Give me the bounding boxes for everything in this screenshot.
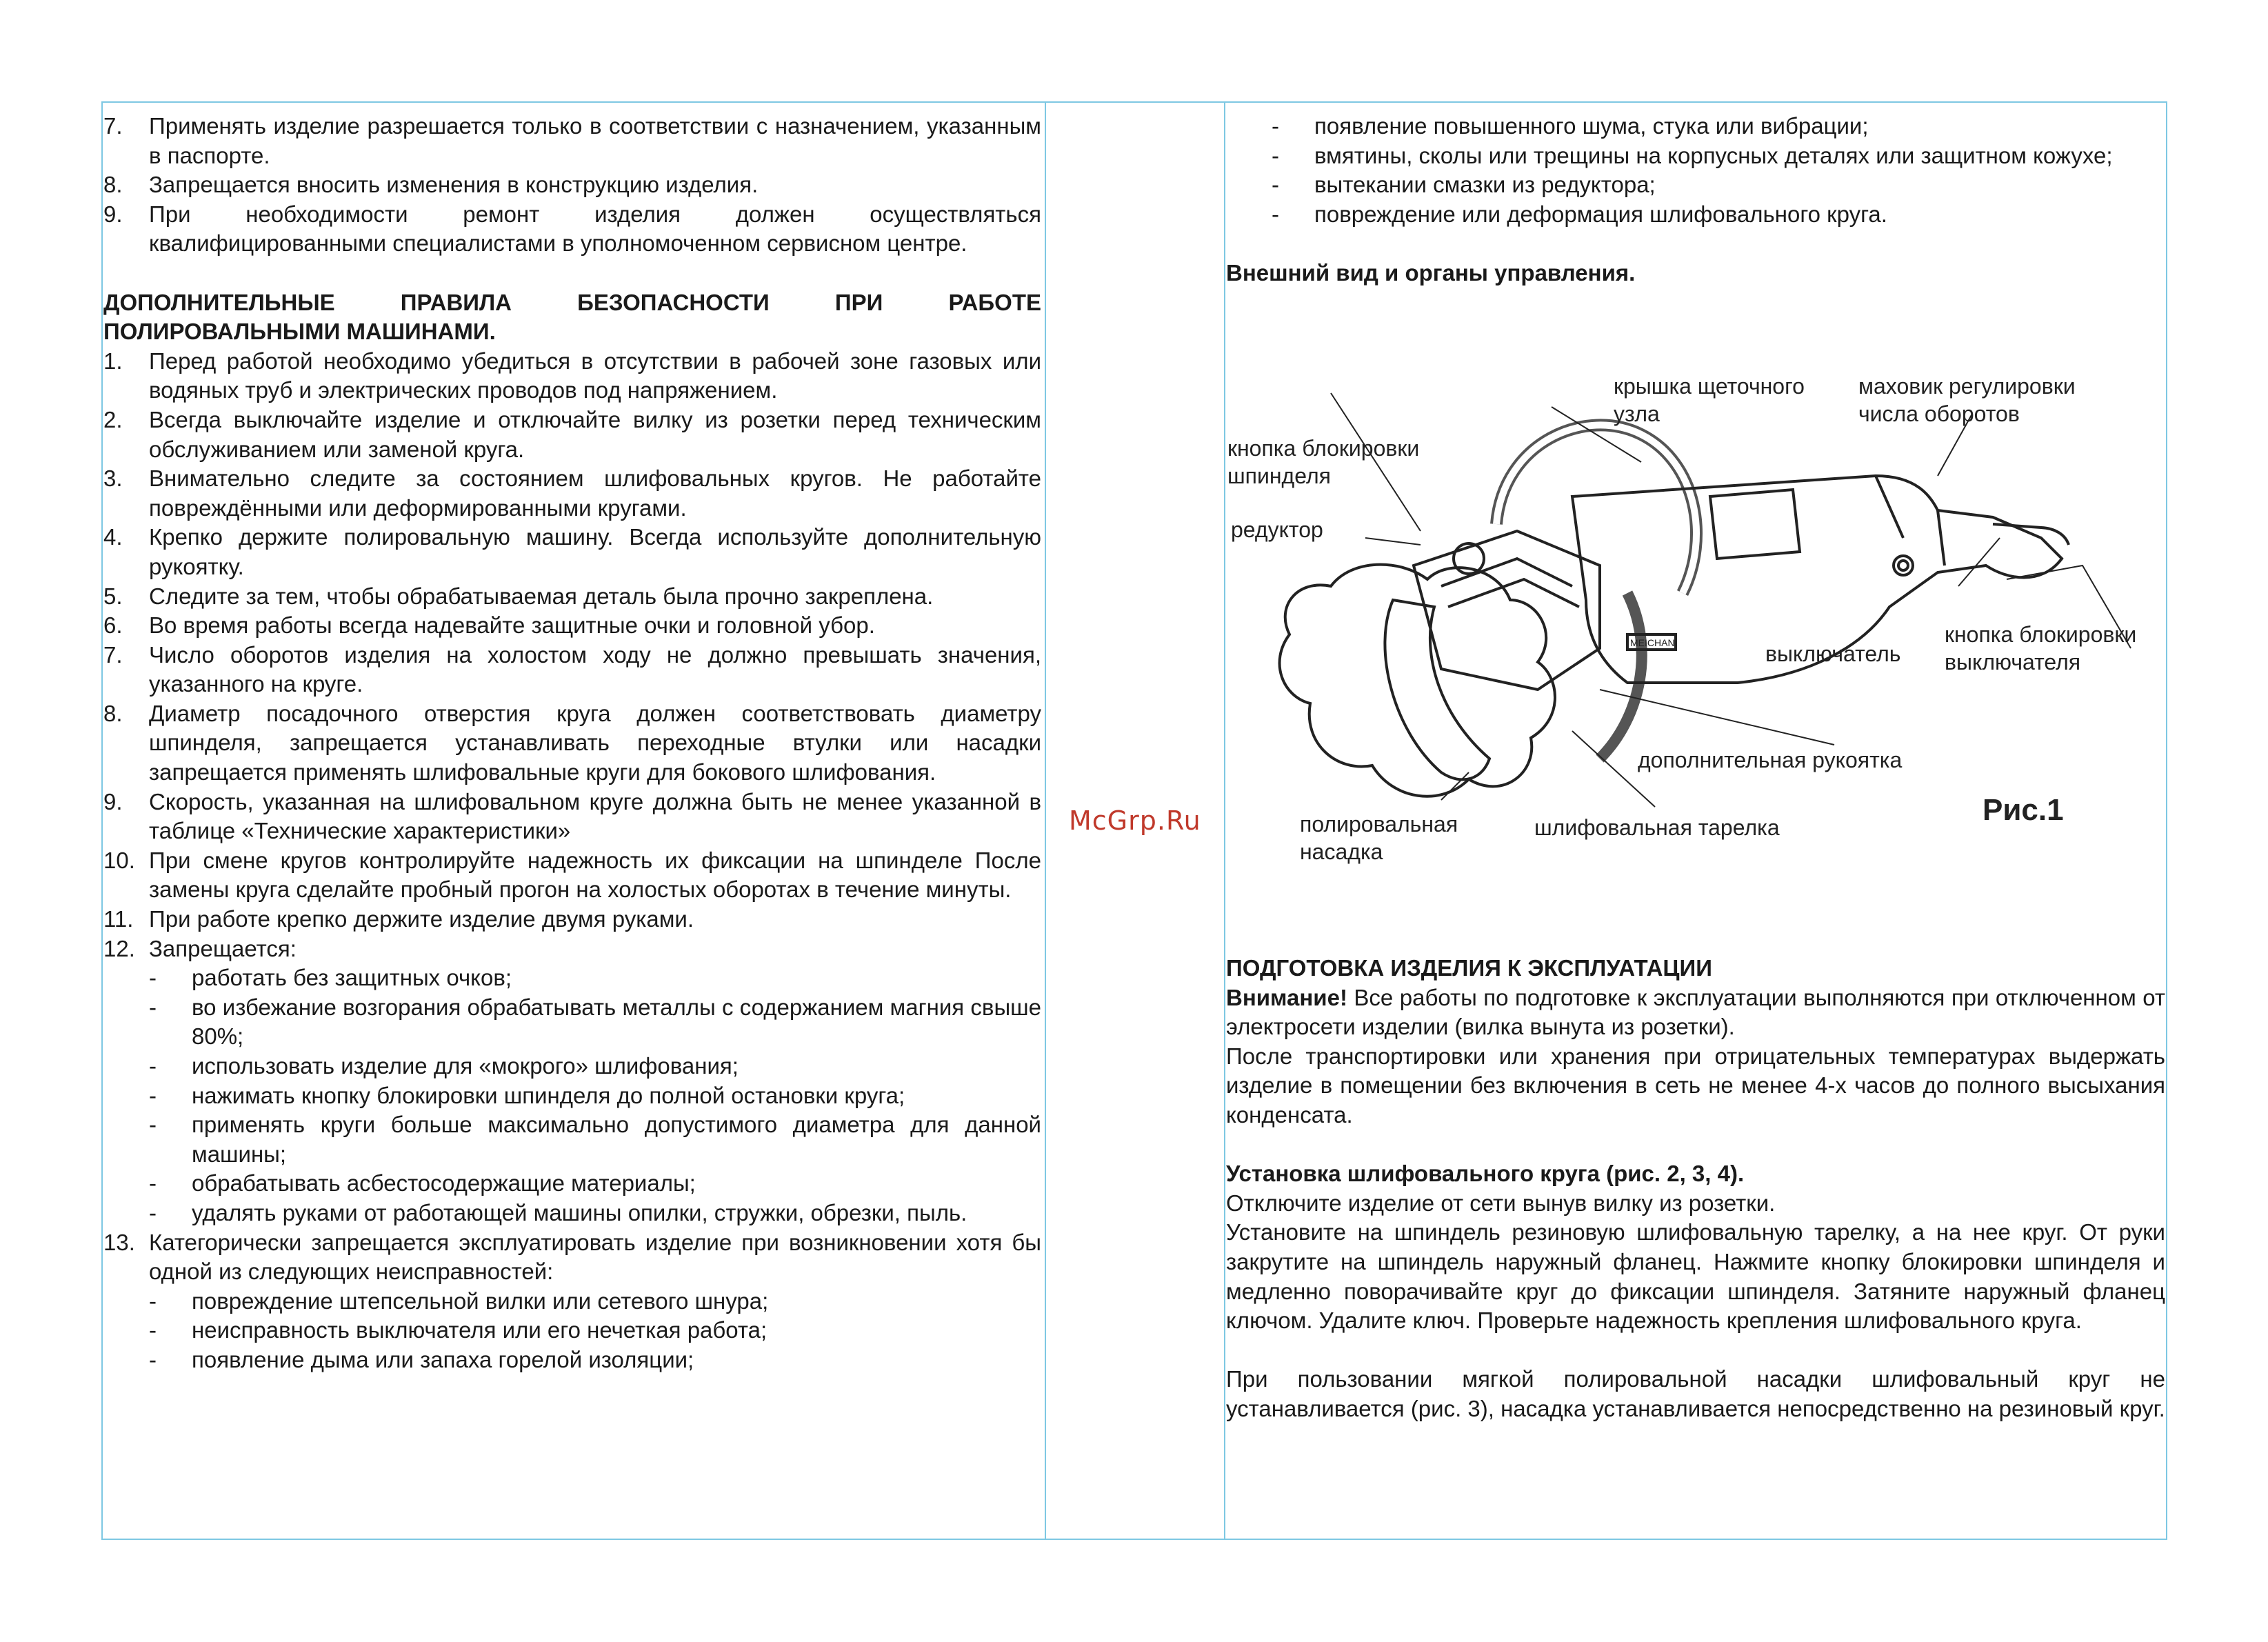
bullet-item-text: применять круги больше максимально допустимого диаметра для данной машины; [192,1112,1041,1167]
list-item-number: 6. [103,612,123,639]
install-paragraph-2: Установите на шпиндель резиновую шлифовальную тарелку, а на нее круг. От руки закрутите на шпиндель наружный фланец. Нажмите кнопку блокировки шпинделя и медленно поворачивайте круг до фиксации шпинделя. Затяните наружный фланец ключом. Удалите ключ. Проверьте надежность крепления шлифовального круга. [1226,1219,2165,1334]
appearance-heading: Внешний вид и органы управления. [1226,259,1636,286]
list-item-text: Запрещается: [149,935,297,961]
bullet-item-text: во избежание возгорания обрабатывать металлы с содержанием магния свыше 80%; [192,994,1041,1050]
dash-marker: - [149,994,157,1020]
list-item-number: 10. [103,847,135,873]
bullet-item [103,1052,1041,1081]
list-item [103,905,1041,934]
label-switch-lock [1945,621,2172,676]
label-polishing-pad-text: полировальная насадка [1300,812,1458,864]
label-spindle-lock [1227,434,1427,490]
list-item-text: Скорость, указанная на шлифовальном круге должна быть не менее указанной в таблице «Технические характеристики» [149,788,1041,844]
list-item-number: 11. [103,906,134,932]
dash-marker: - [149,1346,157,1372]
list-item [103,846,1041,905]
column-divider-left [1045,101,1046,1540]
list-item-number: 8. [103,700,123,726]
dash-marker: - [149,1082,157,1108]
dash-marker: - [149,965,157,991]
section-heading-polishing-safety: ДОПОЛНИТЕЛЬНЫЕ ПРАВИЛА БЕЗОПАСНОСТИ ПРИ РАБОТЕ ПОЛИРОВАЛЬНЫМИ МАШИНАМИ. [103,289,1041,345]
label-brush-cover [1614,372,1841,428]
label-switch-text: выключатель [1765,641,1901,666]
list-item-text: При смене кругов контролируйте надежность их фиксации на шпинделе После замены круга сделайте пробный прогон на холостых оборотах в течение минуты. [149,847,1041,903]
bullet-item-text: нажимать кнопку блокировки шпинделя до полной остановки круга; [192,1082,905,1108]
bullet-item-text: появление повышенного шума, стука или вибрации; [1314,113,1869,139]
prep-heading: ПОДГОТОВКА ИЗДЕЛИЯ К ЭКСПЛУАТАЦИИ [1226,955,1712,981]
list-item-number: 9. [103,201,123,227]
list-item [103,200,1041,259]
list-item-text: Следите за тем, чтобы обрабатываемая деталь была прочно закреплена. [149,583,934,609]
bullet-item [1226,170,2165,200]
list-item-text: Число оборотов изделия на холостом ходу не должно превышать значения, указанного на круге. [149,641,1041,697]
rules-list-general [103,112,1041,259]
list-item [103,1228,1041,1287]
bullet-item [103,1316,1041,1345]
right-column [1226,112,2165,288]
dash-marker: - [149,1053,157,1079]
dash-marker: - [1272,142,1279,168]
attention-text: Все работы по подготовке к эксплуатации выполняются при отключенном от электросети изделии (вилка вынута из розетки). [1226,984,2165,1040]
bullet-item-text: обрабатывать асбестосодержащие материалы; [192,1170,696,1197]
faults-list-continued [1226,112,2165,229]
list-item [103,112,1041,170]
list-item-text: Крепко держите полировальную машину. Всегда используйте дополнительную рукоятку. [149,524,1041,579]
dash-marker: - [1272,172,1279,198]
list-item-text: При необходимости ремонт изделия должен осуществляться квалифицированными специалистами в уполномоченном сервисном центре. [149,201,1041,257]
attention-label: Внимание! [1226,984,1347,1010]
label-aux-handle [1638,746,1902,774]
bullet-item [103,1169,1041,1199]
label-polishing-pad [1300,810,1486,865]
list-item-number: 1. [103,348,123,374]
faults-list [103,1287,1041,1375]
list-item-number: 12. [103,935,135,961]
list-item-number: 5. [103,583,123,609]
label-speed-wheel-text: маховик регулировки числа оборотов [1858,374,2076,426]
list-item-text: Всегда выключайте изделие и отключайте вилку из розетки перед техническим обслуживанием или заменой круга. [149,406,1041,462]
list-item-text: Диаметр посадочного отверстия круга должен соответствовать диаметру шпинделя, запрещается устанавливать переходные втулки или насадки запрещается применять шлифовальные круги для бокового шлифования. [149,700,1041,785]
list-item [103,406,1041,464]
figure-polisher [1214,359,2179,883]
list-item [103,170,1041,200]
bullet-item [103,1110,1041,1169]
transport-paragraph: После транспортировки или хранения при отрицательных температурах выдержать изделие в помещении без включения в сеть не менее 4-х часов до полного высыхания конденсата. [1226,1043,2165,1128]
install-paragraph-3: При пользовании мягкой полировальной насадки шлифовальный круг не устанавливается (рис. 3), насадка устанавливается непосредственно на резиновый круг. [1226,1366,2165,1421]
label-spindle-lock-text: кнопка блокировки шпинделя [1227,436,1420,488]
bullet-item [103,1345,1041,1375]
list-item-text: Внимательно следите за состоянием шлифовальных кругов. Не работайте повреждёнными или деформированными кругами. [149,465,1041,521]
list-item [103,641,1041,699]
list-item-text: Категорически запрещается эксплуатировать изделие при возникновении хотя бы одной из следующих неисправностей: [149,1229,1041,1285]
dash-marker: - [149,1199,157,1225]
dash-marker: - [149,1317,157,1343]
list-item-text: Применять изделие разрешается только в соответствии с назначением, указанным в паспорте. [149,113,1041,168]
dash-marker: - [1272,113,1279,139]
label-aux-handle-text: дополнительная рукоятка [1638,748,1903,772]
sanding-plate-shape [1385,600,1489,779]
label-gearbox-text: редуктор [1231,517,1323,542]
bullet-item [1226,141,2165,171]
bullet-item [103,1081,1041,1111]
label-brush-cover-text: крышка щеточного узла [1614,374,1805,426]
list-item [103,464,1041,523]
prohibited-list [103,963,1041,1228]
list-item [103,611,1041,641]
rule-13 [103,1228,1041,1287]
bullet-item-text: повреждение или деформация шлифовального круга. [1314,201,1887,227]
right-column-lower [1226,954,2165,1424]
bullet-item-text: неисправность выключателя или его нечеткая работа; [192,1317,767,1343]
label-sanding-plate-text: шлифовальная тарелка [1534,815,1780,840]
bullet-item [103,1287,1041,1316]
list-item-text: Во время работы всегда надевайте защитные очки и головной убор. [149,612,875,639]
bullet-item [103,1199,1041,1228]
bullet-item-text: удалять руками от работающей машины опилки, стружки, обрезки, пыль. [192,1199,967,1225]
bullet-item-text: появление дыма или запаха горелой изоляции; [192,1346,694,1372]
list-item [103,582,1041,612]
list-item-number: 9. [103,788,123,814]
dash-marker: - [149,1170,157,1197]
list-item-number: 4. [103,524,123,550]
bullet-item-text: использовать изделие для «мокрого» шлифования; [192,1053,739,1079]
list-item-text: Запрещается вносить изменения в конструкцию изделия. [149,172,759,198]
left-column [103,112,1041,1375]
list-item [103,699,1041,788]
label-speed-wheel [1858,372,2120,428]
bullet-item-text: работать без защитных очков; [192,965,512,991]
list-item-number: 7. [103,641,123,668]
list-item-number: 2. [103,406,123,432]
bullet-item [103,963,1041,993]
attention-paragraph [1226,983,2165,1042]
bullet-item [1226,112,2165,141]
watermark: McGrp.Ru [1069,805,1201,836]
list-item-number: 13. [103,1229,135,1255]
dash-marker: - [149,1112,157,1138]
list-item-text: Перед работой необходимо убедиться в отсутствии в рабочей зоне газовых или водяных труб и электрических проводов под напряжением. [149,348,1041,403]
label-sanding-plate [1534,814,1780,841]
list-item [103,347,1041,406]
list-item [103,788,1041,846]
label-switch [1765,640,1900,668]
polishing-pad-shape [1280,565,1555,797]
dash-marker: - [1272,201,1279,227]
list-item [103,934,1041,964]
install-paragraph-1: Отключите изделие от сети вынув вилку из розетки. [1226,1190,1776,1216]
gearbox-shape [1414,531,1600,690]
label-gearbox [1231,516,1323,543]
brand-mark: MEICHAN [1630,637,1675,648]
rules-list-polishing [103,347,1041,963]
bullet-item-text: повреждение штепсельной вилки или сетевого шнура; [192,1288,769,1314]
list-item-number: 8. [103,172,123,198]
label-switch-lock-text: кнопка блокировки выключателя [1945,622,2137,674]
install-heading: Установка шлифовального круга (рис. 2, 3, 4). [1226,1161,1745,1187]
list-item [103,523,1041,581]
bullet-item [103,993,1041,1052]
list-item-number: 3. [103,465,123,492]
bullet-item [1226,200,2165,230]
list-item-number: 7. [103,113,123,139]
dash-marker: - [149,1288,157,1314]
list-item-text: При работе крепко держите изделие двумя руками. [149,906,694,932]
bullet-item-text: вмятины, сколы или трещины на корпусных деталях или защитном кожухе; [1314,142,2113,168]
bullet-item-text: вытекании смазки из редуктора; [1314,172,1656,198]
figure-caption: Рис.1 [1983,793,2064,827]
